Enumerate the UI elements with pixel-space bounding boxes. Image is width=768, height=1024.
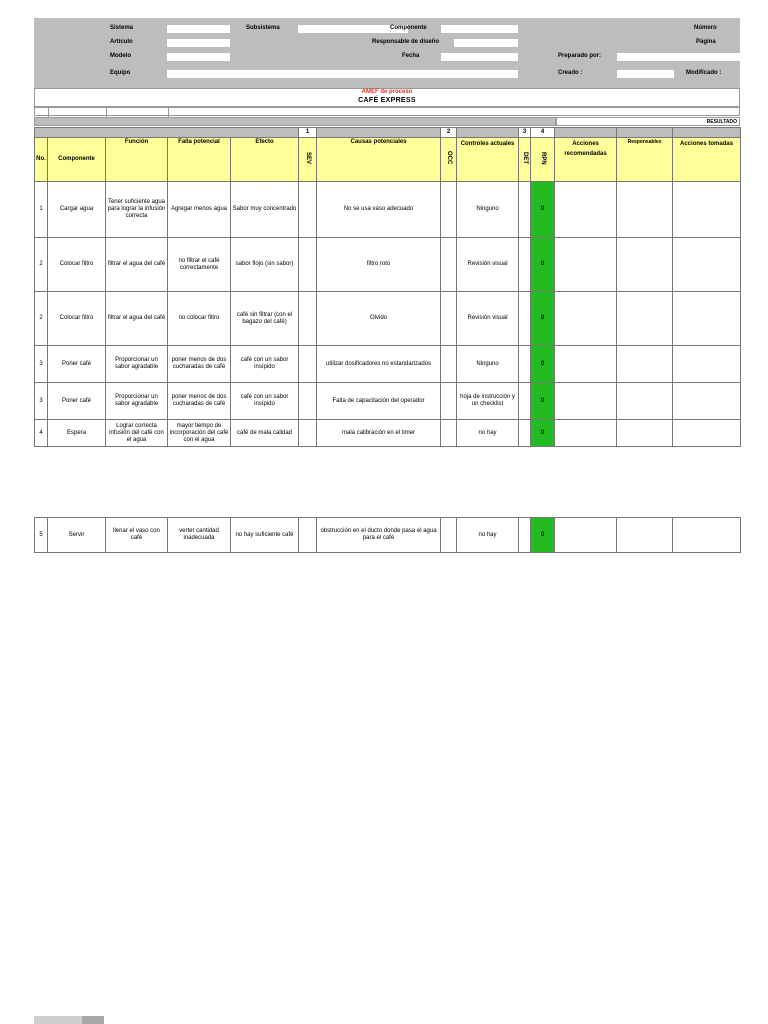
row-causa: Olvido <box>317 292 441 346</box>
sistema-field[interactable] <box>167 25 230 33</box>
row-responsables[interactable] <box>617 518 673 553</box>
row-rpn: 0 <box>531 518 555 553</box>
row-acciones-tom[interactable] <box>673 346 741 383</box>
pagina-label: Página <box>696 39 716 45</box>
creado-label: Creado : <box>558 70 583 76</box>
row-det[interactable] <box>519 518 531 553</box>
row-falla: mayor tiempo de incorporación del café con el agua <box>168 420 231 447</box>
row-responsables[interactable] <box>617 292 673 346</box>
row-controles: hoja de instrucción y un checklist <box>457 383 519 420</box>
table-row <box>35 182 741 238</box>
row-sev[interactable] <box>299 346 317 383</box>
preparado-label: Preparado por: <box>558 53 602 59</box>
row-funcion: filtrar el agua del café <box>106 292 168 346</box>
row-acciones-rec[interactable] <box>555 346 617 383</box>
row-det[interactable] <box>519 383 531 420</box>
row-responsables[interactable] <box>617 420 673 447</box>
row-sev[interactable] <box>299 420 317 447</box>
row-controles: no hay <box>457 420 519 447</box>
footer-bar-dark <box>82 1016 104 1024</box>
responsable-field[interactable] <box>454 39 518 47</box>
row-responsables[interactable] <box>617 346 673 383</box>
row-occ[interactable] <box>441 383 457 420</box>
row-occ[interactable] <box>441 420 457 447</box>
row-funcion: Proporcionar un sabor agradable <box>106 383 168 420</box>
col-number-3: 3 <box>519 128 531 138</box>
componente-label: Componente <box>390 25 427 31</box>
row-no: 1 <box>35 182 48 238</box>
row-sev[interactable] <box>299 518 317 553</box>
modelo-field[interactable] <box>167 53 230 61</box>
section-bar <box>34 117 556 126</box>
row-causa: Falta de capacitación del operador <box>317 383 441 420</box>
table-row <box>35 238 741 292</box>
row-acciones-rec[interactable] <box>555 518 617 553</box>
row-acciones-tom[interactable] <box>673 182 741 238</box>
row-no: 3 <box>35 383 48 420</box>
sistema-label: Sistema <box>110 25 134 31</box>
row-controles: Revisión visual <box>457 292 519 346</box>
row-acciones-tom[interactable] <box>673 420 741 447</box>
row-occ[interactable] <box>441 292 457 346</box>
table-row <box>35 420 741 447</box>
row-componente: Cargar agua <box>48 182 106 238</box>
row-controles: Revisión visual <box>457 238 519 292</box>
row-no: 3 <box>35 346 48 383</box>
equipo-field[interactable] <box>167 70 518 78</box>
row-rpn: 0 <box>531 383 555 420</box>
row-causa: utilizar dosificadores no estandarizados <box>317 346 441 383</box>
row-efecto: café con un sabor insípido <box>231 383 299 420</box>
row-det[interactable] <box>519 182 531 238</box>
row-sev[interactable] <box>299 238 317 292</box>
row-falla: poner menos de dos cucharadas de café <box>168 346 231 383</box>
row-componente: Colocar filtro <box>48 292 106 346</box>
row-causa: mala calibración en el timer <box>317 420 441 447</box>
row-efecto: café con un sabor insípido <box>231 346 299 383</box>
articulo-label: Artículo <box>110 39 133 45</box>
row-responsables[interactable] <box>617 238 673 292</box>
table-row <box>35 518 741 553</box>
row-det[interactable] <box>519 420 531 447</box>
table-row <box>35 346 741 383</box>
row-controles: Ninguno <box>457 346 519 383</box>
col-det: DET <box>522 152 529 164</box>
row-falla: no colocar filtro <box>168 292 231 346</box>
numero-label: Número <box>694 25 717 31</box>
col-acciones-tom: Acciones tomadas <box>673 138 741 182</box>
row-det[interactable] <box>519 238 531 292</box>
row-sev[interactable] <box>299 182 317 238</box>
row-det[interactable] <box>519 346 531 383</box>
row-det[interactable] <box>519 292 531 346</box>
row-efecto: sabor flojo (sin sabor) <box>231 238 299 292</box>
row-rpn: 0 <box>531 420 555 447</box>
row-acciones-tom[interactable] <box>673 383 741 420</box>
responsable-label: Responsable de diseño <box>372 39 440 45</box>
row-controles: no hay <box>457 518 519 553</box>
row-acciones-rec[interactable] <box>555 238 617 292</box>
row-causa: No se usa vaso adecuado <box>317 182 441 238</box>
row-falla: poner menos de dos cucharadas de café <box>168 383 231 420</box>
row-funcion: Lograr correcta infusión del café con el agua <box>106 420 168 447</box>
col-occ: OCC <box>446 151 453 165</box>
row-no: 4 <box>35 420 48 447</box>
row-acciones-rec[interactable] <box>555 383 617 420</box>
table-row <box>35 383 741 420</box>
col-rpn: RPN <box>540 151 547 165</box>
row-funcion: Proporcionar un sabor agradable <box>106 346 168 383</box>
process-title: CAFÉ EXPRESS <box>358 97 416 104</box>
fecha-field[interactable] <box>441 53 518 61</box>
articulo-field[interactable] <box>167 39 230 47</box>
col-number-1: 1 <box>299 128 317 138</box>
row-causa: obstrucción en el ducto donde pasa el agua para el café <box>317 518 441 553</box>
row-efecto: café sin filtrar (con el bagazo del café) <box>231 292 299 346</box>
col-causas: Causas potenciales <box>317 138 441 182</box>
row-sev[interactable] <box>299 383 317 420</box>
form-header <box>34 18 740 88</box>
row-componente: Colocar filtro <box>48 238 106 292</box>
row-occ[interactable] <box>441 238 457 292</box>
row-no: 2 <box>35 238 48 292</box>
row-efecto: Sabor muy concentrado <box>231 182 299 238</box>
row-componente: Servir <box>48 518 106 553</box>
row-falla: verter cantidad inadecuada <box>168 518 231 553</box>
row-occ[interactable] <box>441 346 457 383</box>
amef-table-continued <box>34 517 741 553</box>
creado-field[interactable] <box>617 70 674 78</box>
row-responsables[interactable] <box>617 383 673 420</box>
col-efecto: Efecto <box>231 138 299 182</box>
row-acciones-rec[interactable] <box>555 420 617 447</box>
spacer-row <box>34 107 740 116</box>
row-componente: Espera <box>48 420 106 447</box>
componente-field[interactable] <box>441 25 518 33</box>
modelo-label: Modelo <box>110 53 131 59</box>
row-funcion: Tener suficiente agua para lograr la infusión correcta <box>106 182 168 238</box>
row-efecto: no hay suficiente café <box>231 518 299 553</box>
col-controles: Controles actuales <box>457 138 519 182</box>
subsistema-label: Subsistema <box>246 25 280 31</box>
col-falla: Falla potencial <box>168 138 231 182</box>
col-componente: Componente <box>48 138 106 182</box>
row-acciones-rec[interactable] <box>555 182 617 238</box>
row-falla: Agregar menos agua <box>168 182 231 238</box>
modificado-label: Modificado : <box>686 70 722 76</box>
col-number-2: 2 <box>441 128 457 138</box>
col-responsables: Responsables <box>617 138 673 182</box>
row-responsables[interactable] <box>617 182 673 238</box>
row-controles: Ninguno <box>457 182 519 238</box>
row-acciones-tom[interactable] <box>673 292 741 346</box>
row-rpn: 0 <box>531 182 555 238</box>
row-efecto: café de mala calidad <box>231 420 299 447</box>
resultado-label: RESULTADO <box>556 117 740 126</box>
row-rpn: 0 <box>531 346 555 383</box>
preparado-field[interactable] <box>617 53 740 61</box>
row-occ[interactable] <box>441 518 457 553</box>
row-occ[interactable] <box>441 182 457 238</box>
row-componente: Poner café <box>48 383 106 420</box>
row-acciones-tom[interactable] <box>673 238 741 292</box>
fecha-label: Fecha <box>402 53 420 59</box>
row-falla: no filtrar el café correctamente <box>168 238 231 292</box>
row-sev[interactable] <box>299 292 317 346</box>
row-causa: filtro roto <box>317 238 441 292</box>
row-acciones-tom[interactable] <box>673 518 741 553</box>
row-componente: Poner café <box>48 346 106 383</box>
amef-table <box>34 127 741 447</box>
row-acciones-rec[interactable] <box>555 292 617 346</box>
col-sev: SEV <box>305 151 312 164</box>
col-no: No. <box>35 138 48 182</box>
row-no: 2 <box>35 292 48 346</box>
row-rpn: 0 <box>531 292 555 346</box>
equipo-label: Equipo <box>110 70 131 76</box>
table-row <box>35 292 741 346</box>
col-funcion: Función <box>106 138 168 182</box>
col-acciones-rec: Acciones recomendadas <box>555 138 617 182</box>
row-funcion: filtrar el agua del café <box>106 238 168 292</box>
row-funcion: llenar el vaso con café <box>106 518 168 553</box>
col-number-4: 4 <box>531 128 555 138</box>
row-no: 5 <box>35 518 48 553</box>
row-rpn: 0 <box>531 238 555 292</box>
process-subtitle: AMEF de proceso <box>361 89 413 95</box>
